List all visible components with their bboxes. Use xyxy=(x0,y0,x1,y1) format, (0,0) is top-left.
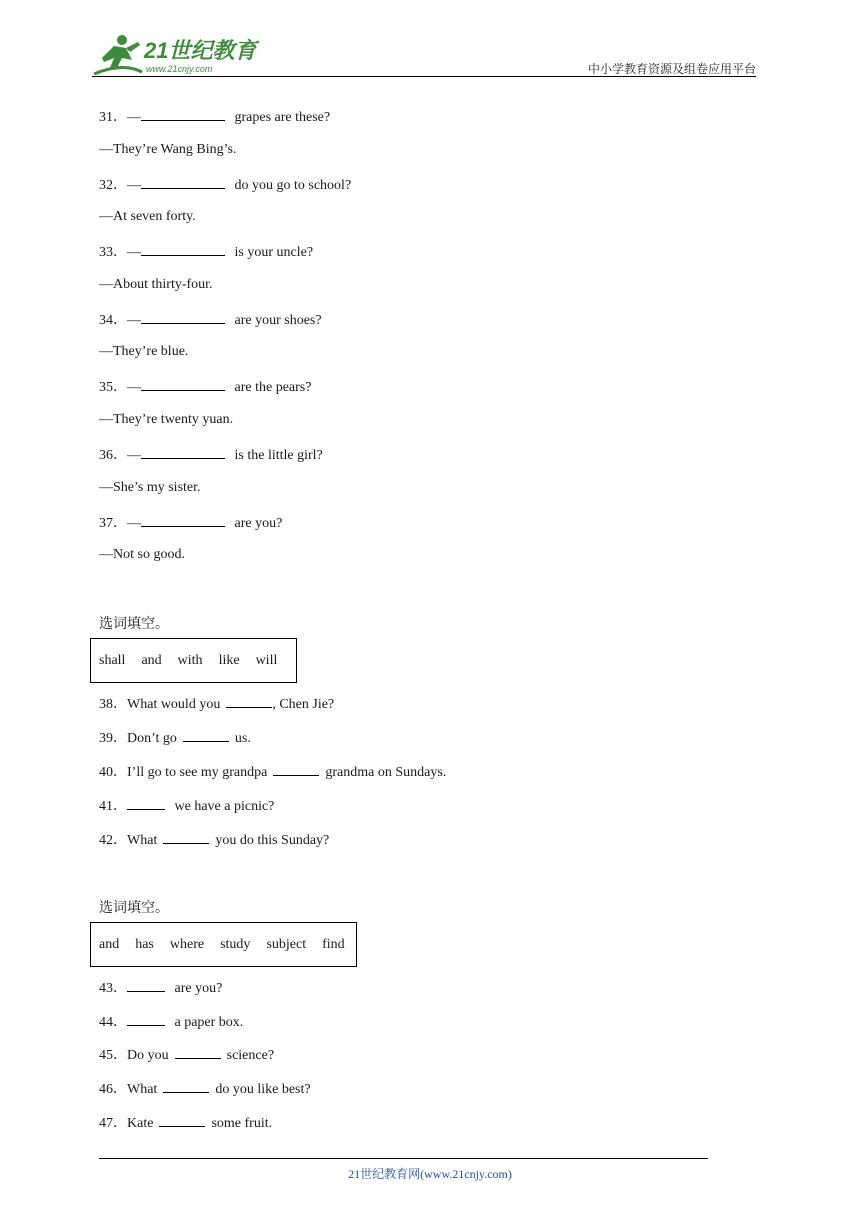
answer-blank[interactable] xyxy=(127,979,165,992)
word-bank-item: find xyxy=(322,936,345,952)
answer-blank[interactable] xyxy=(163,1080,209,1093)
question-46: 46．What do you like best? xyxy=(99,1082,311,1097)
question-38: 38．What would you , Chen Jie? xyxy=(99,697,335,712)
word-bank-item: shall xyxy=(99,652,126,668)
footer-link[interactable]: 21世纪教育网(www.21cnjy.com) xyxy=(348,1167,512,1181)
answer-blank[interactable] xyxy=(183,729,229,742)
word-bank-item: will xyxy=(255,652,278,668)
answer-blank[interactable] xyxy=(141,108,225,121)
question-41: 41． we have a picnic? xyxy=(99,799,275,814)
answer-blank[interactable] xyxy=(141,378,225,391)
section-title: 选词填空。 xyxy=(99,900,169,916)
word-bank xyxy=(90,922,357,967)
question-43: 43． are you? xyxy=(99,981,223,996)
question-42: 42．What you do this Sunday? xyxy=(99,833,330,848)
question-34: 34．— are your shoes? xyxy=(99,313,322,328)
runner-icon xyxy=(94,35,142,74)
answer-31: —They’re Wang Bing’s. xyxy=(99,142,237,157)
word-bank-item: and xyxy=(99,936,120,952)
word-bank-item: study xyxy=(220,936,251,952)
question-47: 47．Kate some fruit. xyxy=(99,1116,273,1131)
answer-blank[interactable] xyxy=(159,1114,205,1127)
answer-blank[interactable] xyxy=(141,243,225,256)
word-bank-item: subject xyxy=(266,936,307,952)
answer-blank[interactable] xyxy=(141,176,225,189)
word-bank-item: with xyxy=(177,652,203,668)
word-bank-item: where xyxy=(169,936,205,952)
word-bank-item: like xyxy=(218,652,240,668)
question-33: 33．— is your uncle? xyxy=(99,245,314,260)
answer-blank[interactable] xyxy=(127,797,165,810)
answer-32: —At seven forty. xyxy=(99,209,196,224)
answer-blank[interactable] xyxy=(226,695,272,708)
site-logo xyxy=(92,32,272,78)
platform-name: 中小学教育资源及组卷应用平台 xyxy=(587,62,756,76)
answer-blank[interactable] xyxy=(163,831,209,844)
answer-36: —She’s my sister. xyxy=(99,480,201,495)
word-bank xyxy=(90,638,297,683)
answer-blank[interactable] xyxy=(141,446,225,459)
answer-blank[interactable] xyxy=(141,514,225,527)
question-31: 31．— grapes are these? xyxy=(99,110,331,125)
question-44: 44． a paper box. xyxy=(99,1015,244,1030)
question-35: 35．— are the pears? xyxy=(99,380,312,395)
question-37: 37．— are you? xyxy=(99,516,283,531)
svg-text:www.21cnjy.com: www.21cnjy.com xyxy=(146,64,213,74)
page-header xyxy=(92,28,756,78)
question-36: 36．— is the little girl? xyxy=(99,448,323,463)
answer-34: —They’re blue. xyxy=(99,344,189,359)
question-45: 45．Do you science? xyxy=(99,1048,275,1063)
answer-blank[interactable] xyxy=(141,311,225,324)
section-title: 选词填空。 xyxy=(99,616,169,632)
question-32: 32．— do you go to school? xyxy=(99,178,352,193)
svg-text:21世纪教育: 21世纪教育 xyxy=(144,38,257,63)
footer-divider xyxy=(99,1158,708,1159)
answer-35: —They’re twenty yuan. xyxy=(99,412,234,427)
answer-blank[interactable] xyxy=(175,1046,221,1059)
question-40: 40．I’ll go to see my grandpa grandma on Sundays. xyxy=(99,765,447,780)
word-bank-item: and xyxy=(141,652,162,668)
answer-37: —Not so good. xyxy=(99,547,185,562)
header-divider xyxy=(92,76,756,77)
answer-blank[interactable] xyxy=(273,763,319,776)
word-bank-item: has xyxy=(135,936,154,952)
question-39: 39．Don’t go us. xyxy=(99,731,251,746)
answer-blank[interactable] xyxy=(127,1013,165,1026)
answer-33: —About thirty-four. xyxy=(99,277,213,292)
